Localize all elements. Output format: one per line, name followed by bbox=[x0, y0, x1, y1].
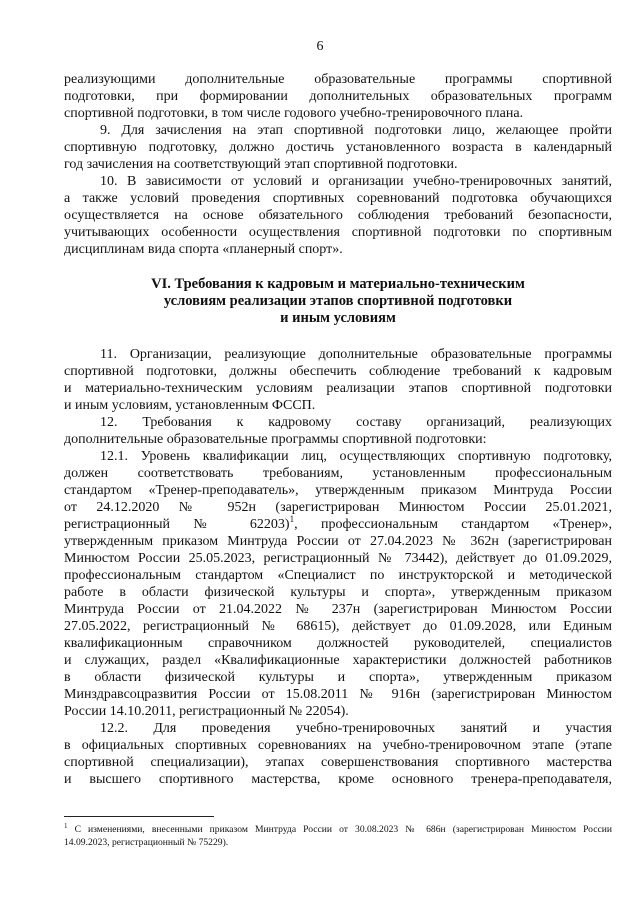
paragraph-11-line: 11. Организации, реализующие дополнительные образовательные программы bbox=[100, 347, 612, 362]
paragraph-12-2-line: в официальных спортивных соревнованиях на учебно-тренировочном этапе (этапе bbox=[64, 738, 612, 753]
footnote-text: С изменениями, внесенными приказом Минтруда России от 30.08.2023 № 686н (зарегистрирован Минюстом России bbox=[74, 824, 612, 835]
paragraph-12-1-line: Минздравсоцразвития России от 15.08.2011 № 916н (зарегистрирован Минюстом bbox=[64, 687, 612, 702]
paragraph-12-1-line: профессиональным стандартом «Специалист по инструкторской и методической bbox=[64, 568, 612, 583]
paragraph-9-line: год зачисления на соответствующий этап спортивной подготовки. bbox=[64, 157, 458, 172]
paragraph-11-line: и материально-техническим условиям реализации этапов спортивной подготовки bbox=[64, 381, 612, 396]
section-heading-line: и иным условиям bbox=[280, 310, 396, 326]
paragraph-12-2-line: спортивной специализации), этапах совершенствования спортивного мастерства bbox=[64, 755, 612, 770]
footnote-ref-tail: , профессиональным стандартом «Тренер», bbox=[294, 517, 612, 532]
paragraph-12-2-line: и высшего спортивного мастерства, кроме основного тренера-преподавателя, bbox=[64, 772, 612, 787]
footnote-ref-text: регистрационный № 62203) bbox=[64, 517, 290, 532]
paragraph-12-1-line: России 14.10.2011, регистрационный № 22054). bbox=[64, 704, 349, 719]
paragraph-9-line: спортивную подготовку, должно достичь установленного возраста в календарный bbox=[64, 140, 612, 155]
paragraph-12-1-line: в области физической культуры и спорта», утвержденным приказом bbox=[64, 670, 612, 685]
paragraph-10-line: а также условий проведения спортивных соревнований подготовка обучающихся bbox=[64, 191, 612, 206]
paragraph-12-line: 12. Требования к кадровому составу организаций, реализующих bbox=[100, 415, 612, 430]
section-heading-line: условиям реализации этапов спортивной подготовки bbox=[163, 293, 513, 309]
paragraph-11-line: спортивной подготовки, должны обеспечить соблюдение требований к кадровым bbox=[64, 364, 612, 379]
paragraph-12-1-line: от 24.12.2020 № 952н (зарегистрирован Минюстом России 25.01.2021, bbox=[64, 500, 612, 515]
footnote-line: 14.09.2023, регистрационный № 75229). bbox=[64, 837, 229, 848]
paragraph-12-1-line: 12.1. Уровень квалификации лиц, осуществляющих спортивную подготовку, bbox=[100, 449, 612, 464]
paragraph-12-line: дополнительные образовательные программы спортивной подготовки: bbox=[64, 432, 487, 447]
page-number: 6 bbox=[316, 39, 324, 54]
paragraph-12-1-line-with-footnote bbox=[64, 516, 612, 533]
paragraph-12-1-line: стандартом «Тренер-преподаватель», утвержденным приказом Минтруда России bbox=[64, 483, 612, 498]
paragraph-12-2-line: 12.2. Для проведения учебно-тренировочных занятий и участия bbox=[100, 721, 612, 736]
footnote-reference[interactable]: 1 bbox=[289, 514, 295, 524]
paragraph-10-line: осуществляется на основе обязательного соблюдения требований безопасности, bbox=[64, 208, 612, 223]
footnote-marker: 1 bbox=[64, 822, 68, 830]
paragraph-8-line: реализующими дополнительные образовательные программы спортивной bbox=[64, 72, 612, 87]
paragraph-10-line: дисциплинам вида спорта «планерный спорт». bbox=[64, 242, 343, 257]
paragraph-12-1-line: Минтруда России от 21.04.2022 № 237н (зарегистрирован Минюстом России bbox=[64, 602, 612, 617]
paragraph-9-line: 9. Для зачисления на этап спортивной подготовки лицо, желающее пройти bbox=[100, 123, 612, 138]
paragraph-10-line: 10. В зависимости от условий и организации учебно-тренировочных занятий, bbox=[100, 174, 612, 189]
paragraph-12-1-line: утвержденным приказом Минтруда России от 27.04.2023 № 362н (зарегистрирован bbox=[64, 534, 612, 549]
paragraph-10-line: учитывающих особенности осуществления спортивной подготовки по спортивным bbox=[64, 225, 612, 240]
paragraph-8-line: подготовки, при формировании дополнительных образовательных программ bbox=[64, 89, 612, 104]
footnote-line bbox=[64, 824, 612, 836]
paragraph-8-line: спортивной подготовки, в том числе годового учебно-тренировочного плана. bbox=[64, 106, 524, 121]
paragraph-12-1-line: 27.05.2022, регистрационный № 68615), действует до 01.09.2028, или Единым bbox=[64, 619, 612, 634]
footnote-separator bbox=[64, 816, 214, 817]
paragraph-12-1-line: должен соответствовать требованиям, установленным профессиональным bbox=[64, 466, 612, 481]
paragraph-12-1-line: работе в области физической культуры и спорта», утвержденным приказом bbox=[64, 585, 612, 600]
paragraph-11-line: и иным условиям, установленным ФССП. bbox=[64, 398, 316, 413]
paragraph-12-1-line: Минюстом России 25.05.2023, регистрационный № 73442), действует до 01.09.2029, bbox=[64, 551, 612, 566]
paragraph-12-1-line: квалификационным справочником должностей руководителей, специалистов bbox=[64, 636, 612, 651]
paragraph-12-1-line: и служащих, раздел «Квалификационные характеристики должностей работников bbox=[64, 653, 612, 668]
section-heading-line: VI. Требования к кадровым и материально-техническим bbox=[151, 276, 525, 292]
